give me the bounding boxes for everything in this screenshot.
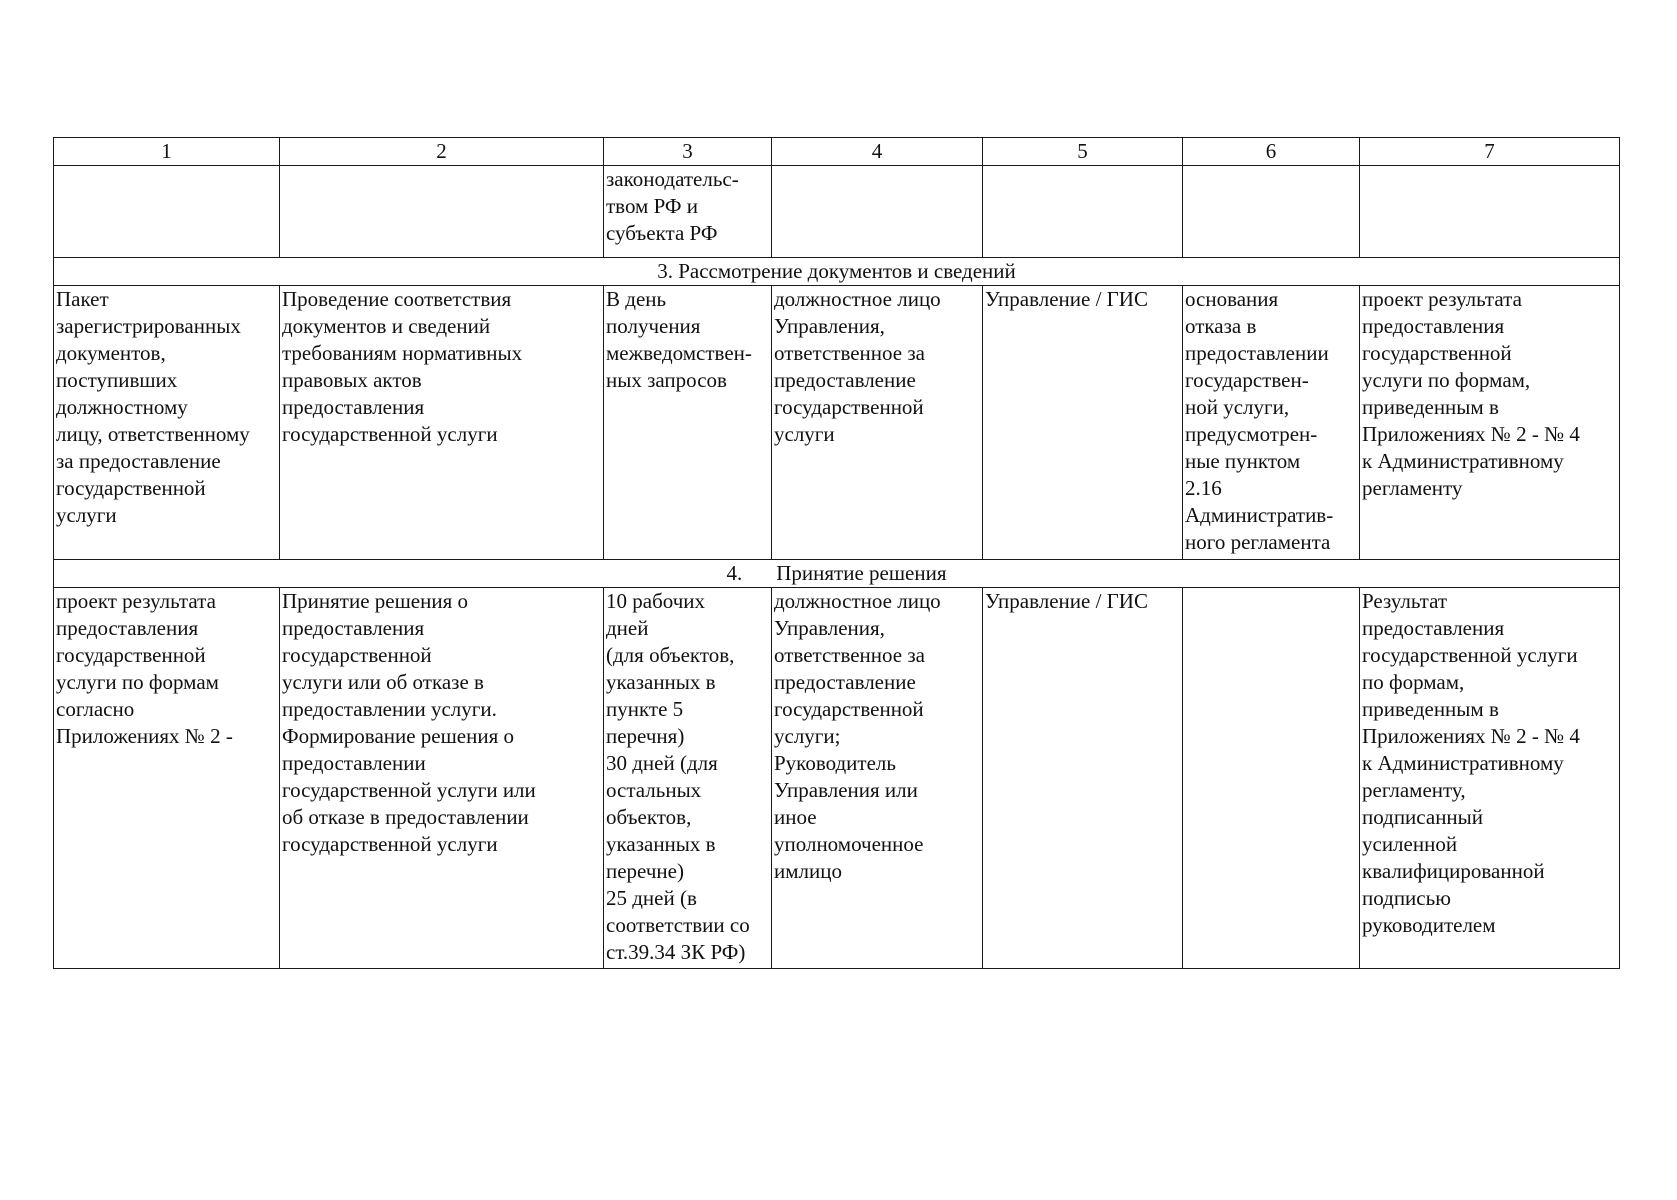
table-cell: Принятие решения о предоставления государственной услуги или об отказе в предоставлении услуги. Формирование решения о предоставлении государственной услуги или об отказе в предоставлении государственной услуги: [280, 588, 604, 969]
table-cell: Результат предоставления государственной услуги по формам, приведенным в Приложениях № 2 - № 4 к Административному регламенту, подписанный усиленной квалифицированной подписью руководителем: [1360, 588, 1620, 969]
procedure-table: [53, 137, 1620, 969]
section-3-row: [54, 286, 1620, 560]
table-cell: Пакет зарегистрированных документов, поступивших должностному лицу, ответственному за предоставление государственной услуги: [54, 286, 280, 560]
table-cell: [772, 166, 983, 258]
section-4-title: Принятие решения: [776, 561, 947, 585]
column-number-cell: 6: [1183, 138, 1360, 166]
table-cell: должностное лицо Управления, ответственное за предоставление государственной услуги: [772, 286, 983, 560]
table-cell: В день получения межведомствен- ных запросов: [604, 286, 772, 560]
column-number-cell: 2: [280, 138, 604, 166]
section-3-heading-row: [54, 258, 1620, 286]
table-cell: Проведение соответствия документов и сведений требованиям нормативных правовых актов предоставления государственной услуги: [280, 286, 604, 560]
column-number-cell: 4: [772, 138, 983, 166]
table-cell: [1183, 588, 1360, 969]
column-number-cell: 1: [54, 138, 280, 166]
table-cell: [983, 166, 1183, 258]
column-number-cell: 5: [983, 138, 1183, 166]
table-cell: [1183, 166, 1360, 258]
column-number-cell: 3: [604, 138, 772, 166]
table-cell: 10 рабочих дней (для объектов, указанных в пункте 5 перечня) 30 дней (для остальных объектов, указанных в перечне) 25 дней (в соответствии со ст.39.34 ЗК РФ): [604, 588, 772, 969]
table-cell: Управление / ГИС: [983, 588, 1183, 969]
section-4-number: 4.: [726, 561, 743, 585]
table-cell: законодательс- твом РФ и субъекта РФ: [604, 166, 772, 258]
table-cell: [1360, 166, 1620, 258]
table-cell: проект результата предоставления государственной услуги по формам, приведенным в Приложениях № 2 - № 4 к Административному регламенту: [1360, 286, 1620, 560]
table-cell: Управление / ГИС: [983, 286, 1183, 560]
section-4-row: [54, 588, 1620, 969]
column-number-cell: 7: [1360, 138, 1620, 166]
table-cell: должностное лицо Управления, ответственное за предоставление государственной услуги; Руководитель Управления или иное уполномоченное имлицо: [772, 588, 983, 969]
table-cell: [54, 166, 280, 258]
table-cell: [280, 166, 604, 258]
column-number-row: [54, 138, 1620, 166]
table-cell: основания отказа в предоставлении государствен- ной услуги, предусмотрен- ные пунктом 2.16 Административ- ного регламента: [1183, 286, 1360, 560]
section-4-heading-row: [54, 560, 1620, 588]
table-cell: проект результата предоставления государственной услуги по формам согласно Приложениях № 2 -: [54, 588, 280, 969]
section-3-title: 3. Рассмотрение документов и сведений: [54, 258, 1620, 286]
section-4-heading: [54, 560, 1620, 588]
continuation-row: [54, 166, 1620, 258]
